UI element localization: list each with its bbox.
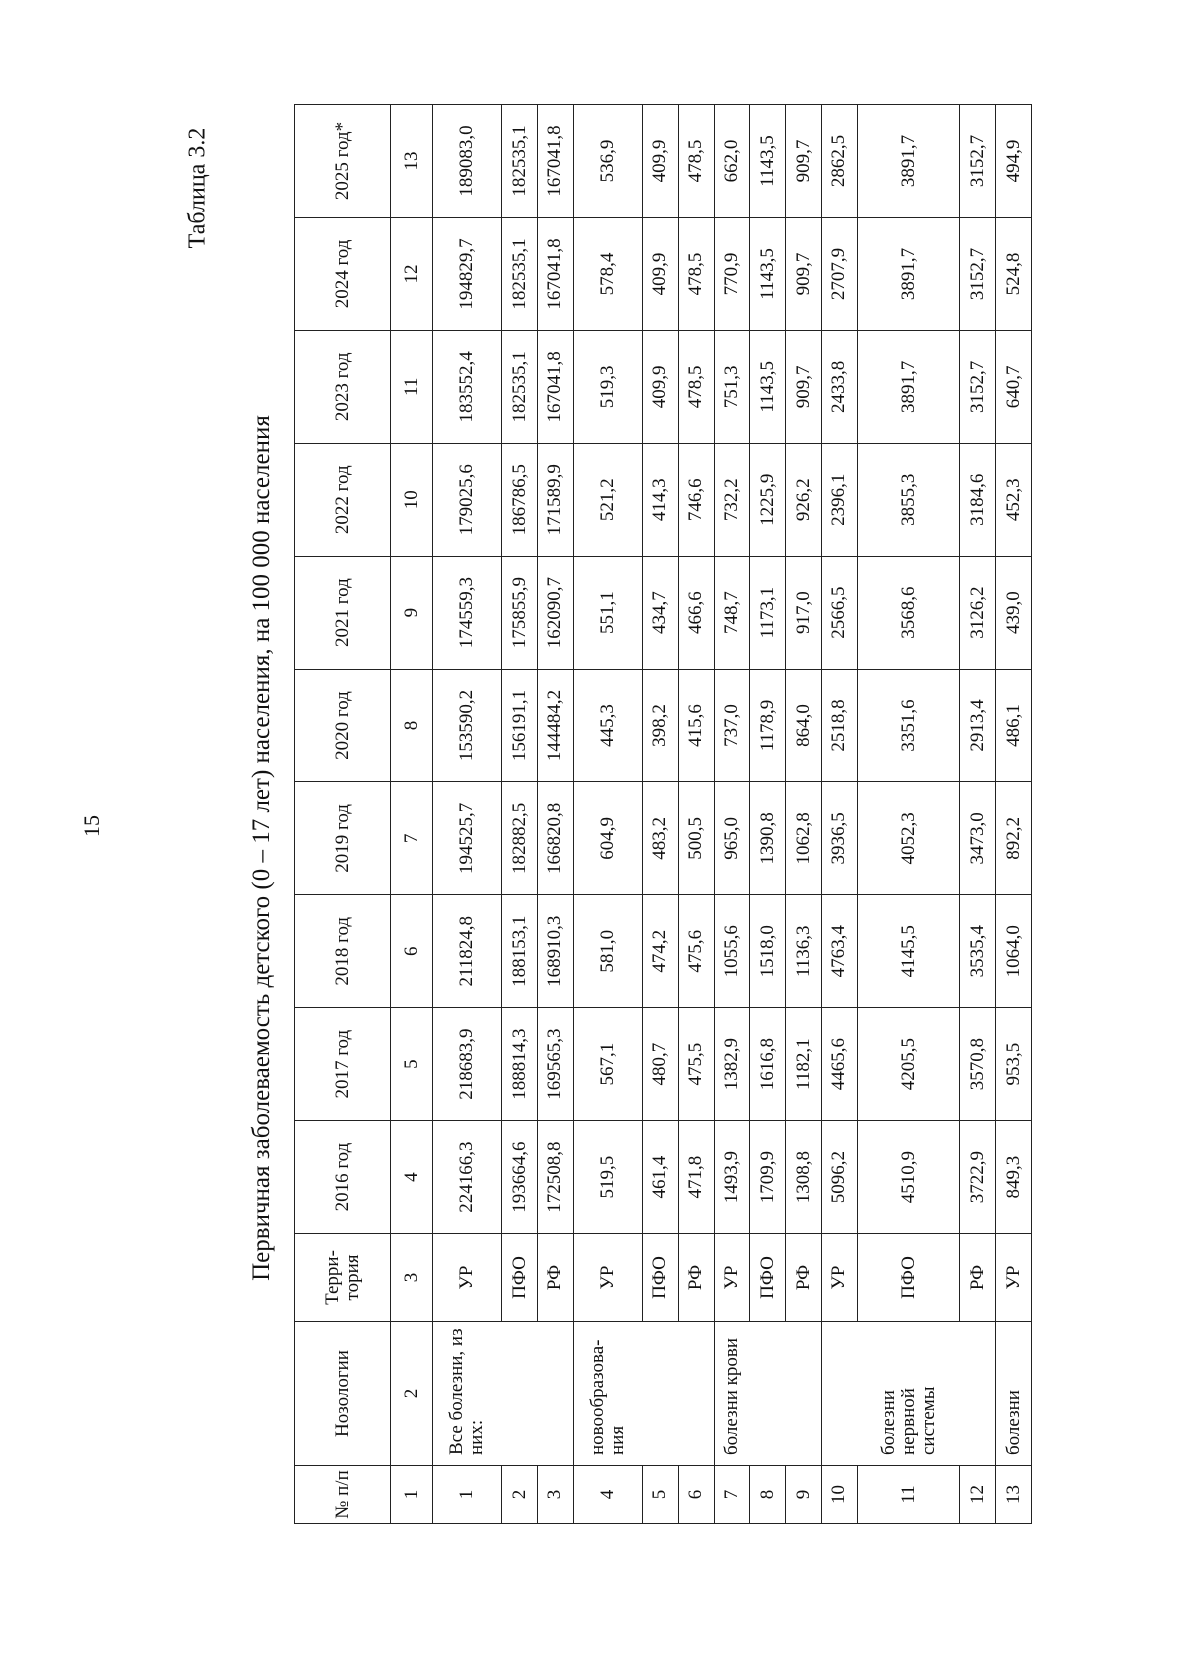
- column-number-row: [391, 105, 433, 1524]
- value-cell: 3126,2: [960, 556, 996, 669]
- value-cell: 452,3: [996, 443, 1032, 556]
- header-2024: 2024 год: [295, 217, 391, 330]
- territory-cell: РФ: [786, 1234, 822, 1322]
- value-cell: 471,8: [678, 1121, 714, 1234]
- value-cell: 156191,1: [502, 669, 538, 782]
- nozology-cell: [502, 1322, 538, 1466]
- value-cell: 1518,0: [750, 895, 786, 1008]
- value-cell: 581,0: [573, 895, 642, 1008]
- row-number: 5: [642, 1466, 678, 1524]
- row-number: 2: [502, 1466, 538, 1524]
- nozology-nervous-system: болезни нервной системы: [857, 1322, 959, 1466]
- value-cell: 3936,5: [822, 782, 858, 895]
- value-cell: 5096,2: [822, 1121, 858, 1234]
- page-number: 15: [79, 815, 104, 837]
- value-cell: 4763,4: [822, 895, 858, 1008]
- data-table-container: [294, 104, 1032, 1524]
- table-row: [678, 105, 714, 1524]
- value-cell: 737,0: [714, 669, 750, 782]
- value-cell: 604,9: [573, 782, 642, 895]
- table-row: [502, 105, 538, 1524]
- value-cell: 909,7: [786, 105, 822, 218]
- value-cell: 398,2: [642, 669, 678, 782]
- value-cell: 4205,5: [857, 1008, 959, 1121]
- table-row: [642, 105, 678, 1524]
- nozology-cell: [960, 1322, 996, 1466]
- header-2017: 2017 год: [295, 1008, 391, 1121]
- value-cell: 519,3: [573, 330, 642, 443]
- value-cell: 1062,8: [786, 782, 822, 895]
- territory-cell: УР: [714, 1234, 750, 1322]
- value-cell: 409,9: [642, 330, 678, 443]
- column-number: 10: [391, 443, 433, 556]
- value-cell: 167041,8: [537, 105, 573, 218]
- value-cell: 175855,9: [502, 556, 538, 669]
- value-cell: 144484,2: [537, 669, 573, 782]
- value-cell: 3535,4: [960, 895, 996, 1008]
- column-number: 6: [391, 895, 433, 1008]
- territory-cell: ПФО: [857, 1234, 959, 1322]
- header-2019: 2019 год: [295, 782, 391, 895]
- table-row: [857, 105, 959, 1524]
- value-cell: 640,7: [996, 330, 1032, 443]
- row-number: 12: [960, 1466, 996, 1524]
- value-cell: 483,2: [642, 782, 678, 895]
- value-cell: 521,2: [573, 443, 642, 556]
- value-cell: 1064,0: [996, 895, 1032, 1008]
- value-cell: 4510,9: [857, 1121, 959, 1234]
- header-nozology: Нозологии: [295, 1322, 391, 1466]
- territory-cell: РФ: [537, 1234, 573, 1322]
- value-cell: 567,1: [573, 1008, 642, 1121]
- territory-cell: ПФО: [750, 1234, 786, 1322]
- value-cell: 748,7: [714, 556, 750, 669]
- value-cell: 2566,5: [822, 556, 858, 669]
- nozology-diseases: болезни: [996, 1322, 1032, 1466]
- column-number: 13: [391, 105, 433, 218]
- column-number: 12: [391, 217, 433, 330]
- value-cell: 171589,9: [537, 443, 573, 556]
- header-row: [295, 105, 391, 1524]
- value-cell: 182882,5: [502, 782, 538, 895]
- value-cell: 3184,6: [960, 443, 996, 556]
- value-cell: 1308,8: [786, 1121, 822, 1234]
- value-cell: 1143,5: [750, 330, 786, 443]
- nozology-cell: [822, 1322, 858, 1466]
- value-cell: 218683,9: [433, 1008, 502, 1121]
- value-cell: 909,7: [786, 330, 822, 443]
- row-number: 1: [433, 1466, 502, 1524]
- value-cell: 167041,8: [537, 330, 573, 443]
- value-cell: 474,2: [642, 895, 678, 1008]
- territory-cell: УР: [996, 1234, 1032, 1322]
- column-number: 7: [391, 782, 433, 895]
- value-cell: 188814,3: [502, 1008, 538, 1121]
- header-2025: 2025 год*: [295, 105, 391, 218]
- value-cell: 188153,1: [502, 895, 538, 1008]
- header-territory: Терри-тория: [295, 1234, 391, 1322]
- value-cell: 153590,2: [433, 669, 502, 782]
- value-cell: 864,0: [786, 669, 822, 782]
- value-cell: 909,7: [786, 217, 822, 330]
- value-cell: 3855,3: [857, 443, 959, 556]
- value-cell: 3568,6: [857, 556, 959, 669]
- value-cell: 182535,1: [502, 217, 538, 330]
- value-cell: 4145,5: [857, 895, 959, 1008]
- value-cell: 434,7: [642, 556, 678, 669]
- value-cell: 461,4: [642, 1121, 678, 1234]
- value-cell: 965,0: [714, 782, 750, 895]
- value-cell: 849,3: [996, 1121, 1032, 1234]
- value-cell: 1055,6: [714, 895, 750, 1008]
- header-2021: 2021 год: [295, 556, 391, 669]
- value-cell: 409,9: [642, 217, 678, 330]
- table-row: [960, 105, 996, 1524]
- value-cell: 1136,3: [786, 895, 822, 1008]
- value-cell: 193664,6: [502, 1121, 538, 1234]
- header-2016: 2016 год: [295, 1121, 391, 1234]
- value-cell: 953,5: [996, 1008, 1032, 1121]
- row-number: 11: [857, 1466, 959, 1524]
- column-number: 1: [391, 1466, 433, 1524]
- nozology-all-diseases: Все болезни, из них:: [433, 1322, 502, 1466]
- value-cell: 1225,9: [750, 443, 786, 556]
- value-cell: 2433,8: [822, 330, 858, 443]
- value-cell: 494,9: [996, 105, 1032, 218]
- value-cell: 578,4: [573, 217, 642, 330]
- column-number: 2: [391, 1322, 433, 1466]
- value-cell: 1182,1: [786, 1008, 822, 1121]
- value-cell: 2707,9: [822, 217, 858, 330]
- value-cell: 1709,9: [750, 1121, 786, 1234]
- value-cell: 409,9: [642, 105, 678, 218]
- column-number: 3: [391, 1234, 433, 1322]
- value-cell: 3351,6: [857, 669, 959, 782]
- nozology-cell: [642, 1322, 678, 1466]
- value-cell: 162090,7: [537, 556, 573, 669]
- value-cell: 1143,5: [750, 105, 786, 218]
- value-cell: 536,9: [573, 105, 642, 218]
- column-number: 11: [391, 330, 433, 443]
- territory-cell: УР: [822, 1234, 858, 1322]
- header-2018: 2018 год: [295, 895, 391, 1008]
- territory-cell: ПФО: [642, 1234, 678, 1322]
- value-cell: 2913,4: [960, 669, 996, 782]
- territory-cell: ПФО: [502, 1234, 538, 1322]
- value-cell: 189083,0: [433, 105, 502, 218]
- nozology-blood-diseases: болезни крови: [714, 1322, 750, 1466]
- value-cell: 167041,8: [537, 217, 573, 330]
- value-cell: 182535,1: [502, 330, 538, 443]
- value-cell: 524,8: [996, 217, 1032, 330]
- value-cell: 500,5: [678, 782, 714, 895]
- row-number: 8: [750, 1466, 786, 1524]
- value-cell: 466,6: [678, 556, 714, 669]
- table-row: [537, 105, 573, 1524]
- value-cell: 182535,1: [502, 105, 538, 218]
- value-cell: 746,6: [678, 443, 714, 556]
- value-cell: 1390,8: [750, 782, 786, 895]
- value-cell: 3152,7: [960, 105, 996, 218]
- territory-cell: УР: [433, 1234, 502, 1322]
- table-row: [714, 105, 750, 1524]
- value-cell: 414,3: [642, 443, 678, 556]
- nozology-cell: [750, 1322, 786, 1466]
- value-cell: 4052,3: [857, 782, 959, 895]
- value-cell: 1173,1: [750, 556, 786, 669]
- column-number: 5: [391, 1008, 433, 1121]
- value-cell: 4465,6: [822, 1008, 858, 1121]
- header-2023: 2023 год: [295, 330, 391, 443]
- value-cell: 486,1: [996, 669, 1032, 782]
- territory-cell: УР: [573, 1234, 642, 1322]
- value-cell: 445,3: [573, 669, 642, 782]
- value-cell: 169565,3: [537, 1008, 573, 1121]
- value-cell: 166820,8: [537, 782, 573, 895]
- value-cell: 3570,8: [960, 1008, 996, 1121]
- value-cell: 211824,8: [433, 895, 502, 1008]
- table-label: Таблица 3.2: [184, 127, 211, 249]
- value-cell: 478,5: [678, 330, 714, 443]
- table-title: Первичная заболеваемость детского (0 – 17 лет) населения, на 100 000 населения: [248, 415, 275, 1281]
- value-cell: 478,5: [678, 217, 714, 330]
- value-cell: 2518,8: [822, 669, 858, 782]
- value-cell: 892,2: [996, 782, 1032, 895]
- value-cell: 3891,7: [857, 105, 959, 218]
- column-number: 9: [391, 556, 433, 669]
- value-cell: 168910,3: [537, 895, 573, 1008]
- value-cell: 917,0: [786, 556, 822, 669]
- value-cell: 1616,8: [750, 1008, 786, 1121]
- value-cell: 475,5: [678, 1008, 714, 1121]
- value-cell: 551,1: [573, 556, 642, 669]
- value-cell: 172508,8: [537, 1121, 573, 1234]
- value-cell: 662,0: [714, 105, 750, 218]
- value-cell: 186786,5: [502, 443, 538, 556]
- value-cell: 751,3: [714, 330, 750, 443]
- row-number: 9: [786, 1466, 822, 1524]
- header-num: № п/п: [295, 1466, 391, 1524]
- value-cell: 194525,7: [433, 782, 502, 895]
- value-cell: 3152,7: [960, 330, 996, 443]
- header-2020: 2020 год: [295, 669, 391, 782]
- nozology-cell: [678, 1322, 714, 1466]
- value-cell: 475,6: [678, 895, 714, 1008]
- table-row: [433, 105, 502, 1524]
- value-cell: 1178,9: [750, 669, 786, 782]
- value-cell: 3152,7: [960, 217, 996, 330]
- column-number: 8: [391, 669, 433, 782]
- table-row: [996, 105, 1032, 1524]
- value-cell: 3891,7: [857, 330, 959, 443]
- value-cell: 2396,1: [822, 443, 858, 556]
- value-cell: 3473,0: [960, 782, 996, 895]
- value-cell: 415,6: [678, 669, 714, 782]
- nozology-cell: [537, 1322, 573, 1466]
- row-number: 3: [537, 1466, 573, 1524]
- value-cell: 480,7: [642, 1008, 678, 1121]
- row-number: 7: [714, 1466, 750, 1524]
- value-cell: 1493,9: [714, 1121, 750, 1234]
- value-cell: 478,5: [678, 105, 714, 218]
- table-row: [822, 105, 858, 1524]
- value-cell: 174559,3: [433, 556, 502, 669]
- territory-cell: РФ: [678, 1234, 714, 1322]
- value-cell: 2862,5: [822, 105, 858, 218]
- value-cell: 926,2: [786, 443, 822, 556]
- table-row: [786, 105, 822, 1524]
- value-cell: 1382,9: [714, 1008, 750, 1121]
- value-cell: 179025,6: [433, 443, 502, 556]
- row-number: 6: [678, 1466, 714, 1524]
- column-number: 4: [391, 1121, 433, 1234]
- morbidity-table: [294, 104, 1032, 1524]
- value-cell: 770,9: [714, 217, 750, 330]
- value-cell: 194829,7: [433, 217, 502, 330]
- nozology-neoplasms: новообразова-ния: [573, 1322, 642, 1466]
- table-row: [750, 105, 786, 1524]
- value-cell: 519,5: [573, 1121, 642, 1234]
- value-cell: 3891,7: [857, 217, 959, 330]
- territory-cell: РФ: [960, 1234, 996, 1322]
- table-row: [573, 105, 642, 1524]
- nozology-cell: [786, 1322, 822, 1466]
- value-cell: 183552,4: [433, 330, 502, 443]
- header-2022: 2022 год: [295, 443, 391, 556]
- value-cell: 1143,5: [750, 217, 786, 330]
- value-cell: 224166,3: [433, 1121, 502, 1234]
- row-number: 13: [996, 1466, 1032, 1524]
- value-cell: 3722,9: [960, 1121, 996, 1234]
- value-cell: 732,2: [714, 443, 750, 556]
- value-cell: 439,0: [996, 556, 1032, 669]
- row-number: 10: [822, 1466, 858, 1524]
- row-number: 4: [573, 1466, 642, 1524]
